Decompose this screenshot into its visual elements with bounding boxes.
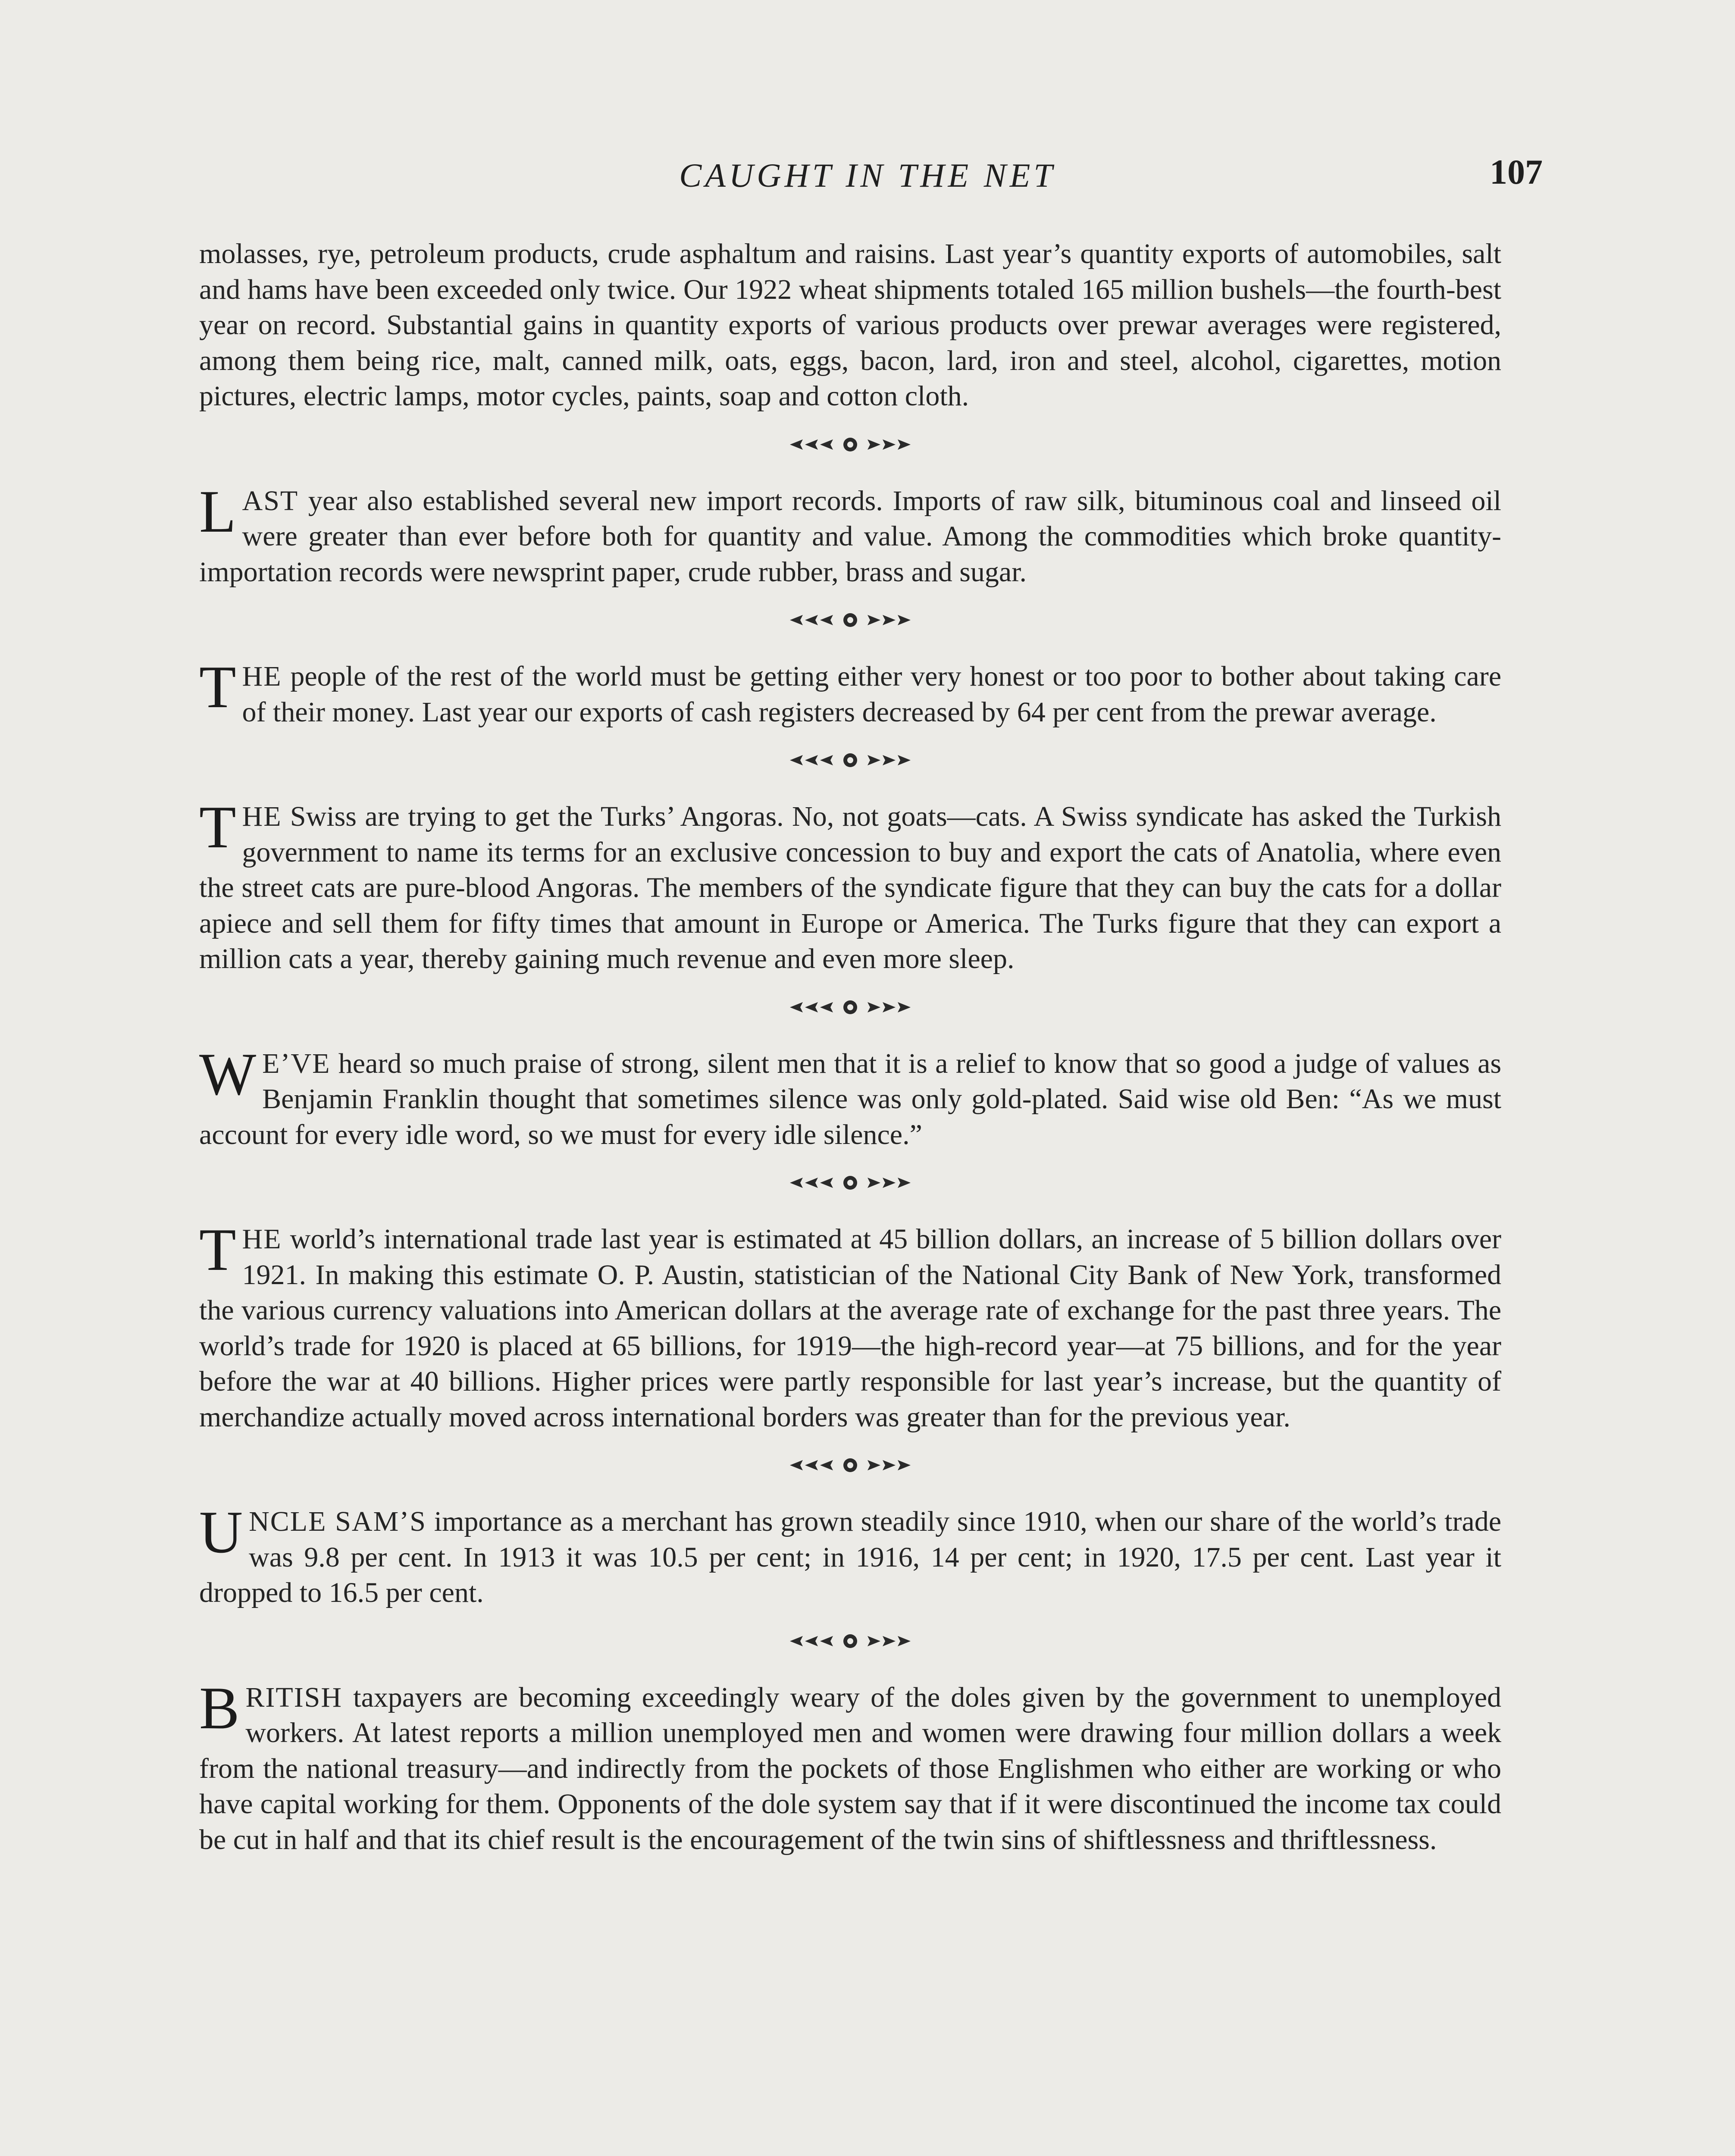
paragraph-text: people of the rest of the world must be getting either very honest or too poor to bother about taking care of their money. Last year our exports of cash registers decreased by 64 per cent from the prewar average.: [242, 661, 1501, 728]
ornament-divider-icon: [199, 1620, 1501, 1663]
drop-cap: T: [199, 794, 236, 861]
paragraph-text: year also established several new import records. Imports of raw silk, bituminous coal and linseed oil were greater than ever before both for quantity and value. Among the commodities which broke quantity-importation records were newsprint paper, crude rubber, brass and sugar.: [199, 485, 1501, 588]
paragraph-british-doles: [199, 1674, 1501, 1858]
paragraph-lead: HE: [242, 1223, 282, 1255]
drop-cap: L: [199, 478, 236, 545]
paragraph-cash-registers: [199, 654, 1501, 730]
drop-cap: T: [199, 1216, 236, 1283]
paragraph-text: importance as a merchant has grown steadily since 1910, when our share of the world’s trade was 9.8 per cent. In 1913 it was 10.5 per cent; in 1916, 14 per cent; in 1920, 17.5 per cent. Last year it dropped to 16.5 per cent.: [199, 1506, 1502, 1608]
article-body: [199, 236, 1501, 1858]
paragraph-lead: AST: [242, 485, 299, 517]
paragraph-franklin: [199, 1040, 1501, 1153]
paragraph-text: taxpayers are becoming exceedingly weary of the doles given by the government to unemployed workers. At latest reports a million unemployed men and women were drawing four million dollars a week from the national treasury—and indirectly from the pockets of those Englishmen who either are working or who have capital working for them. Opponents of the dole system say that if it were discontinued the income tax could be cut in half and that its chief result is the encouragement of the twin sins of shiftlessness and thriftlessness.: [199, 1681, 1501, 1855]
paragraph-lead: E’VE: [262, 1047, 331, 1079]
paragraph-text: heard so much praise of strong, silent men that it is a relief to know that so good a judge of values as Benjamin Franklin thought that sometimes silence was only gold-plated. Said wise old Ben: “As we must account for every idle word, so we must for every idle silence.”: [199, 1047, 1501, 1150]
paragraph-lead: HE: [242, 801, 282, 832]
paragraph-lead: NCLE SAM’S: [249, 1506, 426, 1537]
paragraph-lead: RITISH: [245, 1681, 343, 1713]
ornament-divider-icon: [199, 739, 1501, 782]
ornament-divider-icon: [199, 599, 1501, 642]
paragraph-text: world’s international trade last year is estimated at 45 billion dollars, an increase of 5 billion dollars over 1921. In making this estimate O. P. Austin, statistician of the National City Bank of New York, transformed the various currency valuations into American dollars at the average rate of exchange for the past three years. The world’s trade for 1920 is placed at 65 billions, for 1919—the high-record year—at 75 billions, and for the year before the war at 40 billions. Higher prices were partly responsible for last year’s increase, but the quantity of merchandize actually moved across international borders was greater than for the previous year.: [199, 1223, 1501, 1433]
drop-cap: T: [199, 654, 236, 721]
ornament-divider-icon: [199, 423, 1501, 466]
page-number: 107: [1490, 152, 1543, 191]
drop-cap: U: [199, 1499, 243, 1566]
paragraph-text: Swiss are trying to get the Turks’ Angoras. No, not goats—cats. A Swiss syndicate has asked the Turkish government to name its terms for an exclusive concession to buy and export the cats of Anatolia, where even the street cats are pure-blood Angoras. The members of the syndicate figure that they can buy the cats for a dollar apiece and sell them for fifty times that amount in Europe or America. The Turks figure that they can export a million cats a year, thereby gaining much revenue and even more sleep.: [199, 801, 1501, 975]
ornament-divider-icon: [199, 1161, 1501, 1204]
ornament-divider-icon: [199, 986, 1501, 1029]
paragraph-lead: HE: [242, 661, 282, 692]
paragraph-continuation: [199, 236, 1501, 414]
drop-cap: W: [199, 1040, 257, 1108]
paragraph-uncle-sam: [199, 1499, 1502, 1611]
running-head-title: CAUGHT IN THE NET: [679, 157, 1056, 194]
paragraph-angoras: [199, 794, 1501, 977]
paragraph-text: molasses, rye, petroleum products, crude asphaltum and raisins. Last year’s quantity exports of automobiles, salt and hams have been exceeded only twice. Our 1922 wheat shipments totaled 165 million bushels—the fourth-best year on record. Substantial gains in quantity exports of various products over prewar averages were registered, among them being rice, malt, canned milk, oats, eggs, bacon, lard, iron and steel, alcohol, cigarettes, motion pictures, electric lamps, motor cycles, paints, soap and cotton cloth.: [199, 238, 1501, 412]
drop-cap: B: [199, 1674, 240, 1742]
paragraph-world-trade: [199, 1216, 1501, 1435]
ornament-divider-icon: [199, 1444, 1501, 1487]
paragraph-import-records: [199, 478, 1501, 590]
